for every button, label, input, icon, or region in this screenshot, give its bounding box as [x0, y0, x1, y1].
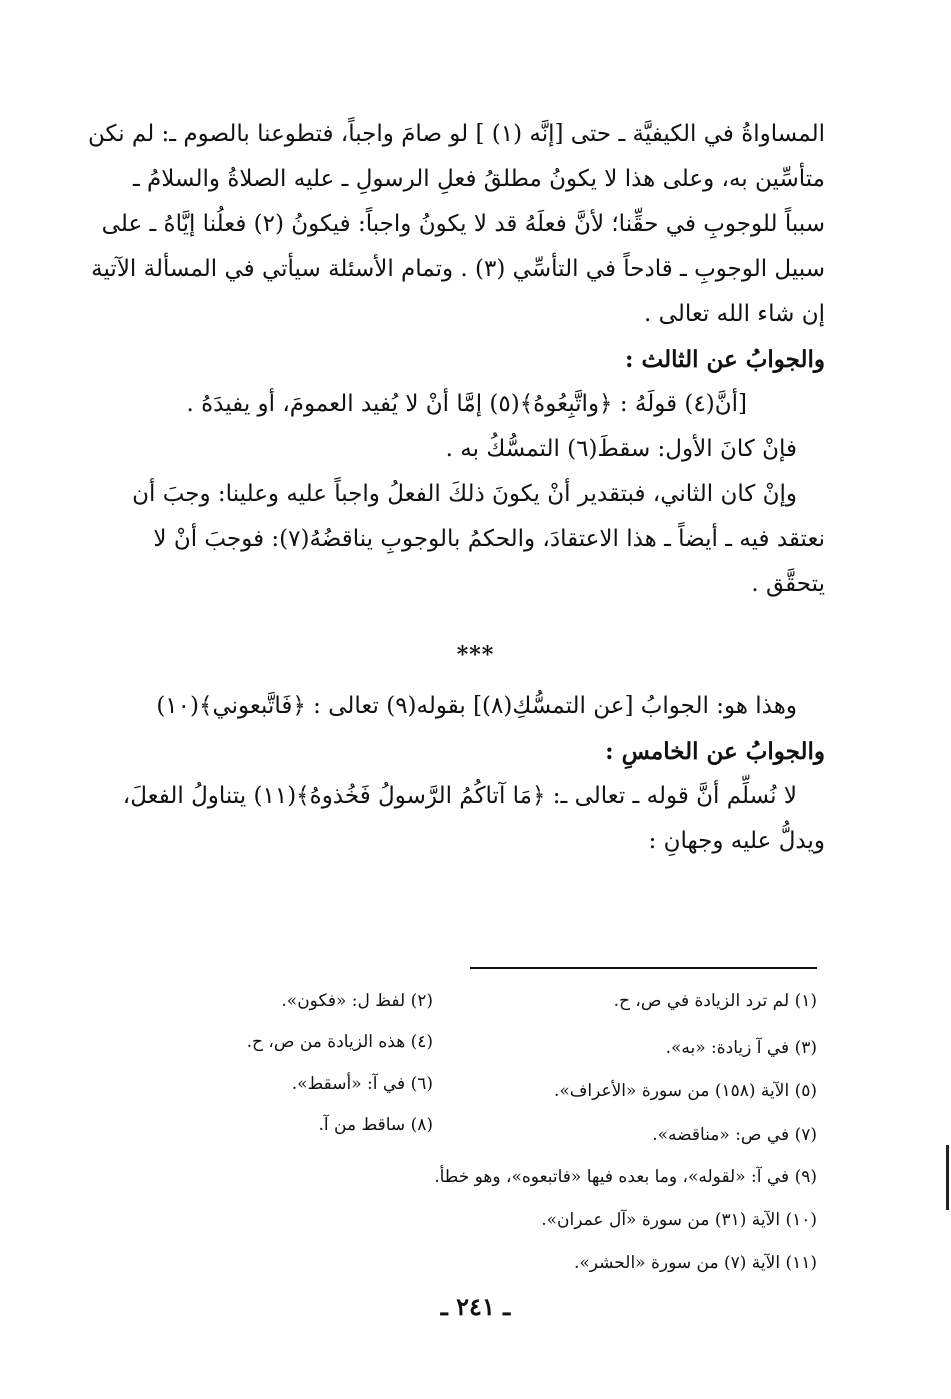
footnote-divider — [470, 967, 817, 969]
main-text-continued — [122, 684, 825, 864]
body-line: يتحقَّق . — [751, 571, 825, 597]
footnote: (١) لم ترد الزيادة في ص، ح. — [613, 991, 817, 1011]
body-line: وإنْ كان الثاني، فبتقدير أنْ يكونَ ذلكَ الفعلُ واجباً عليه وعلينا: وجبَ أن — [132, 481, 797, 507]
footnote: (٧) في ص: «مناقضه». — [652, 1125, 817, 1145]
footnote: (٥) الآية (١٥٨) من سورة «الأعراف». — [553, 1081, 817, 1101]
body-line: [أنَّ(٤) قولَهُ : ﴿واتَّبِعُوهُ﴾(٥) إمَّا أنْ لا يُفيد العمومَ، أو يفيدَهُ . — [186, 391, 747, 417]
footnote: (٢) لفظ ل: «فكون». — [281, 991, 433, 1011]
body-line: سبيل الوجوبِ ـ قادحاً في التأسِّي (٣) . وتمام الأسئلة سيأتي في المسألة الآتية — [91, 256, 825, 282]
footnote: (٦) في آ: «أسقط». — [291, 1074, 433, 1094]
footnote: (١٠) الآية (٣١) من سورة «آل عمران». — [541, 1210, 817, 1230]
heading-third-answer: والجوابُ عن الثالث : — [625, 346, 825, 373]
main-text — [87, 112, 825, 607]
footnote: (١١) الآية (٧) من سورة «الحشر». — [573, 1253, 817, 1273]
body-line: ويدلُّ عليه وجهانِ : — [648, 828, 825, 854]
body-line: لا نُسلِّم أنَّ قوله ـ تعالى ـ: ﴿مَا آتاكُمُ الرَّسولُ فَخُذوهُ﴾(١١) يتناولُ الفعلَ، — [122, 783, 797, 809]
body-line: وهذا هو: الجوابُ [عن التمسُّكِ(٨)] بقوله(٩) تعالى : ﴿فَاتَّبعوني﴾(١٠) — [156, 693, 797, 719]
heading-fifth-answer: والجوابُ عن الخامسِ : — [605, 738, 825, 765]
body-line: فإنْ كانَ الأول: سقطَ(٦) التمسُّكُ به . — [445, 436, 797, 462]
footnote: (٩) في آ: «لقوله»، وما بعده فيها «فاتبعوه»، وهو خطأ. — [434, 1167, 817, 1187]
footnote: (٤) هذه الزيادة من ص، ح. — [246, 1032, 433, 1052]
section-separator: *** — [456, 642, 495, 668]
body-line: المساواةُ في الكيفيَّة ـ حتى [إنَّه (١) ] لو صامَ واجباً، فتطوعنا بالصوم ـ: لم نكن — [87, 121, 825, 147]
body-line: متأسِّين به، وعلى هذا لا يكونُ مطلقُ فعلِ الرسولِ ـ عليه الصلاةُ والسلامُ ـ — [132, 166, 825, 192]
footnote: (٨) ساقط من آ. — [318, 1115, 433, 1135]
body-line: سبباً للوجوبِ في حقِّنا؛ لأنَّ فعلَهُ قد لا يكونُ واجباً: فيكونُ (٢) فعلُنا إيَّاهُ ـ على — [101, 211, 825, 237]
page-number: ـ ٢٤١ ـ — [440, 1292, 511, 1321]
body-line: إن شاء الله تعالى . — [644, 301, 825, 327]
footnote: (٣) في آ زيادة: «به». — [665, 1038, 817, 1058]
body-line: نعتقد فيه ـ أيضاً ـ هذا الاعتقادَ، والحكمُ بالوجوبِ يناقضُهُ(٧): فوجبَ أنْ لا — [153, 526, 825, 552]
scan-edge-mark — [946, 1145, 949, 1210]
